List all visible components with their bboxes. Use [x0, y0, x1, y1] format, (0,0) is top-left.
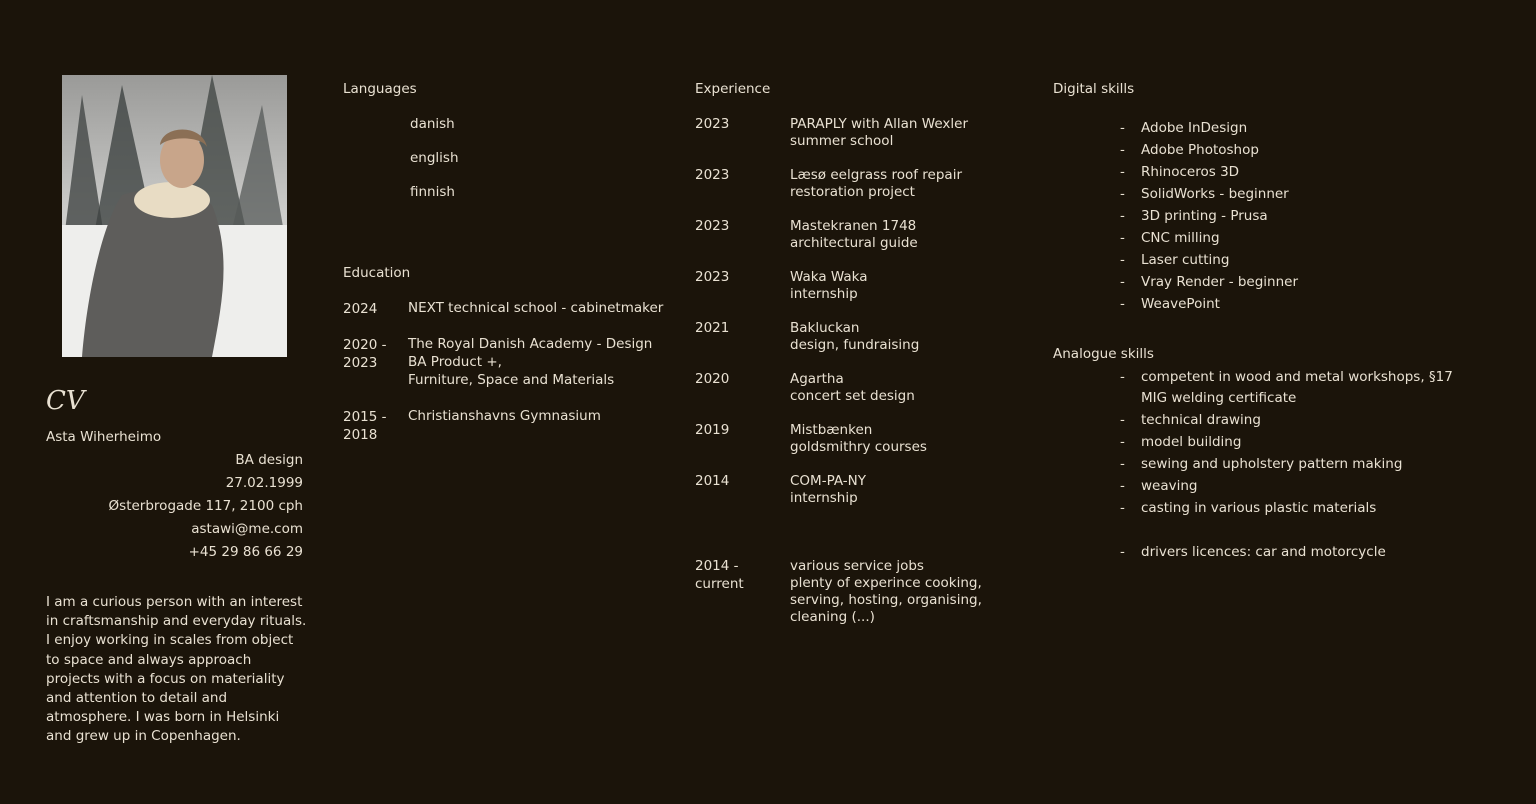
list-dash: -: [1120, 186, 1125, 202]
experience-year: 2023: [695, 269, 730, 285]
digital-skill-item: Rhinoceros 3D: [1141, 164, 1240, 180]
experience-title: Læsø eelgrass roof repair: [790, 167, 962, 183]
digital-skill-item: Adobe Photoshop: [1141, 142, 1259, 158]
experience-title: Agartha: [790, 371, 844, 387]
experience-desc: cleaning (...): [790, 609, 875, 625]
list-dash: -: [1120, 164, 1125, 180]
education-year-end: 2023: [343, 355, 378, 371]
profile-degree: BA design: [235, 452, 303, 468]
list-dash: -: [1120, 456, 1125, 472]
list-dash: -: [1120, 434, 1125, 450]
profile-phone: +45 29 86 66 29: [188, 544, 303, 560]
digital-skill-item: Adobe InDesign: [1141, 120, 1248, 136]
education-year: 2024: [343, 301, 378, 317]
experience-desc: internship: [790, 490, 858, 506]
analogue-skill-item: sewing and upholstery pattern making: [1141, 456, 1403, 472]
digital-skill-item: SolidWorks - beginner: [1141, 186, 1289, 202]
experience-title: COM-PA-NY: [790, 473, 867, 489]
experience-title: Mistbænken: [790, 422, 873, 438]
list-dash: -: [1120, 142, 1125, 158]
experience-year: 2023: [695, 116, 730, 132]
list-dash: -: [1120, 500, 1125, 516]
analogue-skill-item: competent in wood and metal workshops, §17: [1141, 369, 1453, 385]
experience-year: 2014 -: [695, 558, 739, 574]
experience-title: various service jobs: [790, 558, 924, 574]
experience-desc: concert set design: [790, 388, 915, 404]
analogue-skill-item: model building: [1141, 434, 1242, 450]
experience-title: Waka Waka: [790, 269, 868, 285]
experience-desc: restoration project: [790, 184, 915, 200]
education-detail: Furniture, Space and Materials: [408, 372, 615, 388]
cv-title: CV: [46, 386, 85, 416]
profile-email: astawi@me.com: [191, 521, 303, 537]
experience-year: 2023: [695, 167, 730, 183]
education-year-end: 2018: [343, 427, 378, 443]
digital-skill-item: CNC milling: [1141, 230, 1220, 246]
experience-desc: summer school: [790, 133, 894, 149]
analogue-skill-item: MIG welding certificate: [1141, 390, 1297, 406]
list-dash: -: [1120, 296, 1125, 312]
analogue-skill-item: casting in various plastic materials: [1141, 500, 1377, 516]
list-dash: -: [1120, 208, 1125, 224]
list-dash: -: [1120, 369, 1125, 385]
education-detail: BA Product +,: [408, 354, 502, 370]
analogue-skills-heading: Analogue skills: [1053, 346, 1154, 362]
education-year: 2020 -: [343, 337, 387, 353]
experience-year: 2014: [695, 473, 730, 489]
experience-desc: serving, hosting, organising,: [790, 592, 982, 608]
digital-skill-item: Vray Render - beginner: [1141, 274, 1299, 290]
analogue-skill-item: drivers licences: car and motorcycle: [1141, 544, 1386, 560]
experience-title: Mastekranen 1748: [790, 218, 917, 234]
experience-desc: design, fundraising: [790, 337, 920, 353]
experience-title: PARAPLY with Allan Wexler: [790, 116, 968, 132]
experience-year: 2023: [695, 218, 730, 234]
language-item: danish: [410, 116, 455, 132]
education-title: NEXT technical school - cabinetmaker: [408, 300, 664, 316]
list-dash: -: [1120, 412, 1125, 428]
list-dash: -: [1120, 120, 1125, 136]
list-dash: -: [1120, 230, 1125, 246]
experience-year: 2020: [695, 371, 730, 387]
profile-bio: I am a curious person with an interest in craftsmanship and everyday rituals. I enjoy working in scales from object to space and always approach projects with a focus on materiality and attention to detail and atmosphere. I was born in Helsinki and grew up in Copenhagen.: [46, 594, 307, 745]
profile-birthdate: 27.02.1999: [225, 475, 303, 491]
experience-desc: architectural guide: [790, 235, 918, 251]
education-year: 2015 -: [343, 409, 387, 425]
portrait-photo: [62, 75, 287, 357]
language-item: english: [410, 150, 459, 166]
experience-desc: internship: [790, 286, 858, 302]
list-dash: -: [1120, 478, 1125, 494]
list-dash: -: [1120, 544, 1125, 560]
digital-skill-item: Laser cutting: [1141, 252, 1230, 268]
experience-year: 2021: [695, 320, 730, 336]
education-title: Christianshavns Gymnasium: [408, 408, 601, 424]
list-dash: -: [1120, 252, 1125, 268]
experience-title: Bakluckan: [790, 320, 860, 336]
experience-year: 2019: [695, 422, 730, 438]
analogue-skill-item: technical drawing: [1141, 412, 1261, 428]
experience-year-end: current: [695, 576, 744, 592]
language-item: finnish: [410, 184, 455, 200]
education-heading: Education: [343, 265, 411, 281]
list-dash: -: [1120, 274, 1125, 290]
languages-heading: Languages: [343, 81, 417, 97]
analogue-skill-item: weaving: [1141, 478, 1198, 494]
experience-heading: Experience: [695, 81, 771, 97]
profile-address: Østerbrogade 117, 2100 cph: [108, 498, 303, 514]
digital-skill-item: WeavePoint: [1141, 296, 1220, 312]
education-title: The Royal Danish Academy - Design: [408, 336, 653, 352]
profile-name: Asta Wiherheimo: [46, 429, 162, 445]
experience-desc: plenty of experince cooking,: [790, 575, 982, 591]
digital-skill-item: 3D printing - Prusa: [1141, 208, 1268, 224]
experience-desc: goldsmithry courses: [790, 439, 927, 455]
digital-skills-heading: Digital skills: [1053, 81, 1135, 97]
